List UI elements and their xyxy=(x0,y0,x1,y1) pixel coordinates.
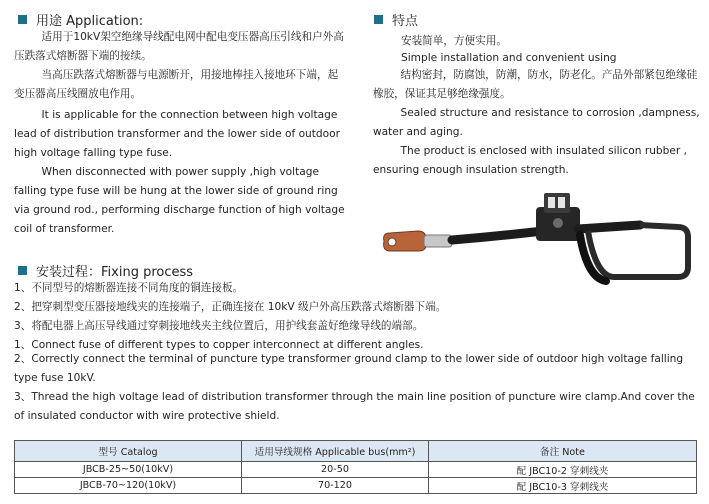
install-en-step-1: 1、Connect fuse of different types to copper interconnect at different angles. xyxy=(14,339,424,351)
bus-cell: 70-120 xyxy=(242,478,429,494)
header-applicable-bus: 适用导线规格 Applicable bus(mm²) xyxy=(242,441,429,462)
bus-cell: 20-50 xyxy=(242,462,429,478)
spec-table xyxy=(14,440,697,494)
install-cn-step-1: 1、不同型号的熔断器连接不同角度的铜连接板。 xyxy=(14,282,244,294)
note-cell: 配 JBC10-3 穿刺线夹 xyxy=(429,478,697,494)
table-row xyxy=(15,462,697,478)
section-marker-icon xyxy=(18,15,27,24)
catalog-cell: JBCB-25~50(10kV) xyxy=(15,462,242,478)
install-en-step-3: 3、Thread the high voltage lead of distribution transformer through the main line position of puncture wire clamp.And cover the of insulated conductor with wire protective shield. xyxy=(14,391,695,422)
features-title: 特点 xyxy=(392,14,419,29)
install-cn-step-2: 2、把穿刺型变压器接地线夹的连接端子，正确连接在 10kV 级户外高压跌落式熔断器下端。 xyxy=(14,301,447,313)
section-marker-icon xyxy=(374,15,383,24)
features-en3: The product is enclosed with insulated silicon rubber , ensuring enough insulation strength. xyxy=(373,145,687,176)
application-en-para2: When disconnected with power supply ,high voltage falling type fuse will be hung at the lower side of ground ring via ground rod., performing discharge function of high voltage coil of transformer. xyxy=(14,166,345,235)
features-en2: Sealed structure and resistance to corrosion ,dampness, water and aging. xyxy=(373,107,700,138)
install-cn-step-3: 3、将配电器上高压导线通过穿刺接地线夹主线位置后，用护线套盖好绝缘导线的端部。 xyxy=(14,320,424,332)
features-cn1: 安装简单，方便实用。 xyxy=(401,35,507,47)
installation-heading xyxy=(18,261,193,280)
features-en1: Simple installation and convenient using xyxy=(401,52,617,64)
application-en-para1: It is applicable for the connection between high voltage lead of distribution transformer and the lower side of outdoor high voltage falling type fuse. xyxy=(14,109,340,159)
header-catalog: 型号 Catalog xyxy=(15,441,242,462)
table-row xyxy=(15,478,697,494)
ground-clamp-product-image xyxy=(378,185,698,295)
install-en-step-2: 2、Correctly connect the terminal of puncture type transformer ground clamp to the lower side of outdoor high voltage falling type fuse 10kV. xyxy=(14,353,684,384)
features-heading xyxy=(374,10,418,29)
catalog-cell: JBCB-70~120(10kV) xyxy=(15,478,242,494)
application-cn-para1: 适用于10kV架空绝缘导线配电网中配电变压器高压引线和户外高压跌落式熔断器下端的接续。 xyxy=(14,31,344,62)
application-title: 用途 Application: xyxy=(36,14,144,29)
installation-title: 安装过程：Fixing process xyxy=(36,265,194,280)
table-header-row xyxy=(15,441,697,462)
header-note: 备注 Note xyxy=(429,441,697,462)
application-cn-para2: 当高压跌落式熔断器与电源断开，用接地棒挂入接地环下端，起变压器高压线圈放电作用。 xyxy=(14,69,339,100)
features-cn2: 结构密封，防腐蚀，防潮，防水，防老化。产品外部紧包绝缘硅橡胶，保证其足够绝缘强度。 xyxy=(373,69,698,100)
application-heading xyxy=(18,10,143,29)
section-marker-icon xyxy=(18,266,27,275)
note-cell: 配 JBC10-2 穿刺线夹 xyxy=(429,462,697,478)
